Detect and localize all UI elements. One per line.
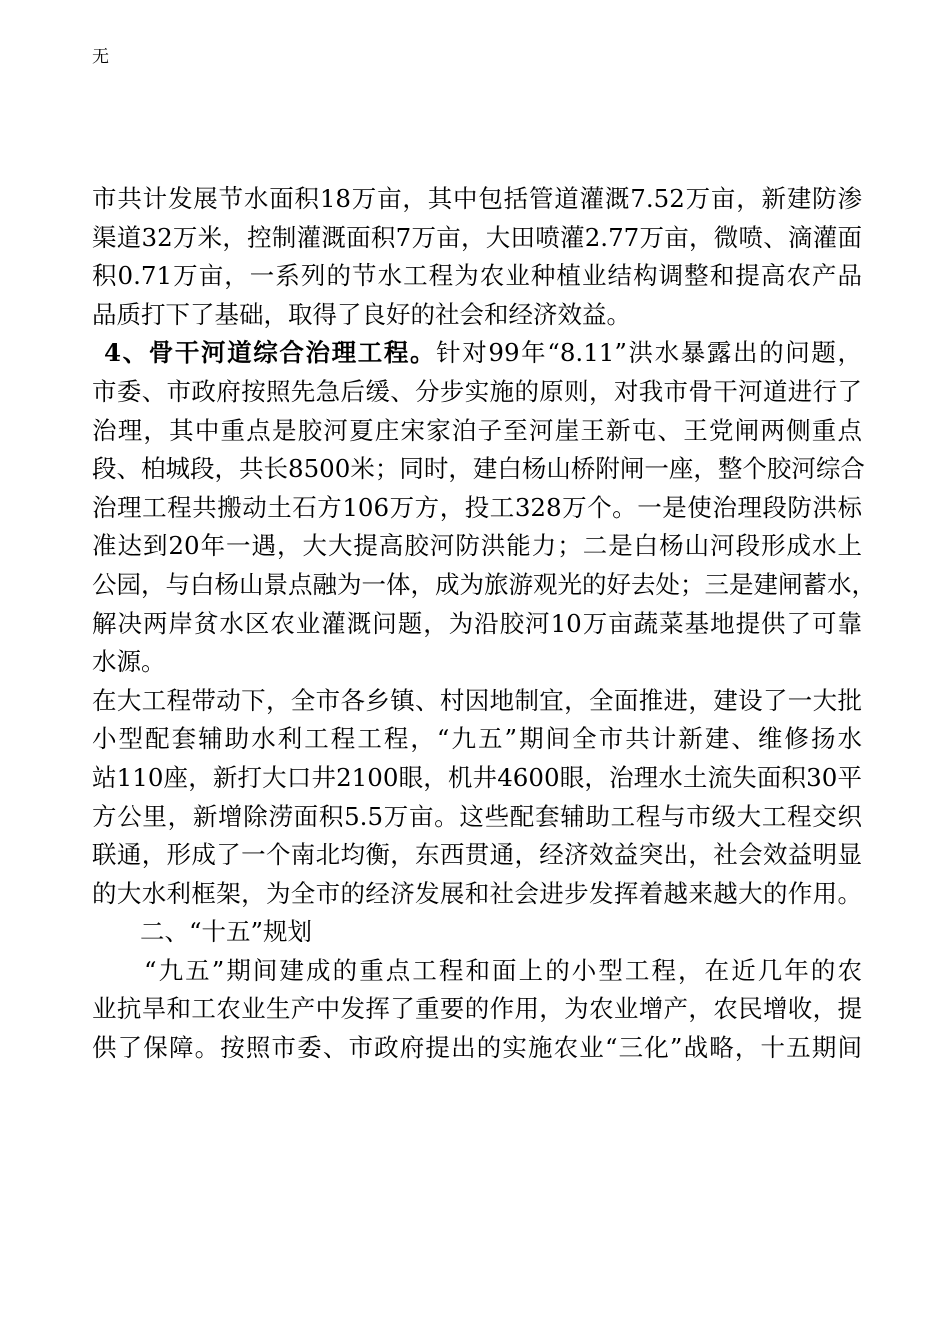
text-line: 联通，形成了一个南北均衡，东西贯通，经济效益突出，社会效益明显	[92, 840, 862, 870]
text-line: 治理，其中重点是胶河夏庄宋家泊子至河崖王新屯、王党闸两侧重点	[92, 415, 862, 445]
text-line: 供了保障。按照市委、市政府提出的实施农业“三化”战略，十五期间	[92, 1033, 862, 1063]
text-line: 的大水利框架，为全市的经济发展和社会进步发挥着越来越大的作用。	[92, 878, 862, 908]
text-line: 水源。	[92, 647, 166, 677]
text-line: 治理工程共搬动土石方106万方，投工328万个。一是使治理段防洪标	[92, 492, 862, 522]
text-line: 解决两岸贫水区农业灌溉问题，为沿胶河10万亩蔬菜基地提供了可靠	[92, 608, 862, 638]
text-line: 段、柏城段，共长8500米；同时，建白杨山桥附闸一座，整个胶河综合	[92, 454, 865, 484]
text-line: 渠道32万米，控制灌溉面积7万亩，大田喷灌2.77万亩，微喷、滴灌面	[92, 222, 862, 252]
section-heading: 4、骨干河道综合治理工程。	[104, 338, 437, 368]
text-line: 市共计发展节水面积18万亩，其中包括管道灌溉7.52万亩，新建防渗	[92, 184, 862, 213]
text-line: 业抗旱和工农业生产中发挥了重要的作用，为农业增产，农民增收，提	[92, 994, 862, 1024]
text-line: 市委、市政府按照先急后缓、分步实施的原则，对我市骨干河道进行了	[92, 376, 862, 406]
text-line: 方公里，新增除涝面积5.5万亩。这些配套辅助工程与市级大工程交织	[92, 801, 862, 831]
page-header: 无	[92, 47, 109, 67]
text-line: 准达到20年一遇，大大提高胶河防洪能力；二是白杨山河段形成水上	[92, 531, 862, 561]
section-heading-line	[92, 334, 862, 373]
document-body	[92, 180, 876, 1068]
text-line: 站110座，新打大口井2100眼，机井4600眼，治理水土流失面积30平	[92, 762, 862, 792]
text-line: “九五”期间建成的重点工程和面上的小型工程，在近几年的农	[144, 955, 862, 985]
text-line: 在大工程带动下，全市各乡镇、村因地制宜，全面推进，建设了一大批	[92, 685, 862, 715]
text-line: 小型配套辅助水利工程工程，“九五”期间全市共计新建、维修扬水	[92, 724, 862, 754]
text-line: 品质打下了基础，取得了良好的社会和经济效益。	[92, 299, 631, 329]
text-line: 公园，与白杨山景点融为一体，成为旅游观光的好去处；三是建闸蓄水，	[92, 569, 876, 599]
section-title: 二、“十五”规划	[140, 917, 313, 947]
section-heading-text: 针对99年“8.11”洪水暴露出的问题，	[436, 338, 863, 368]
text-line: 积0.71万亩，一系列的节水工程为农业种植业结构调整和提高农产品	[92, 261, 862, 291]
